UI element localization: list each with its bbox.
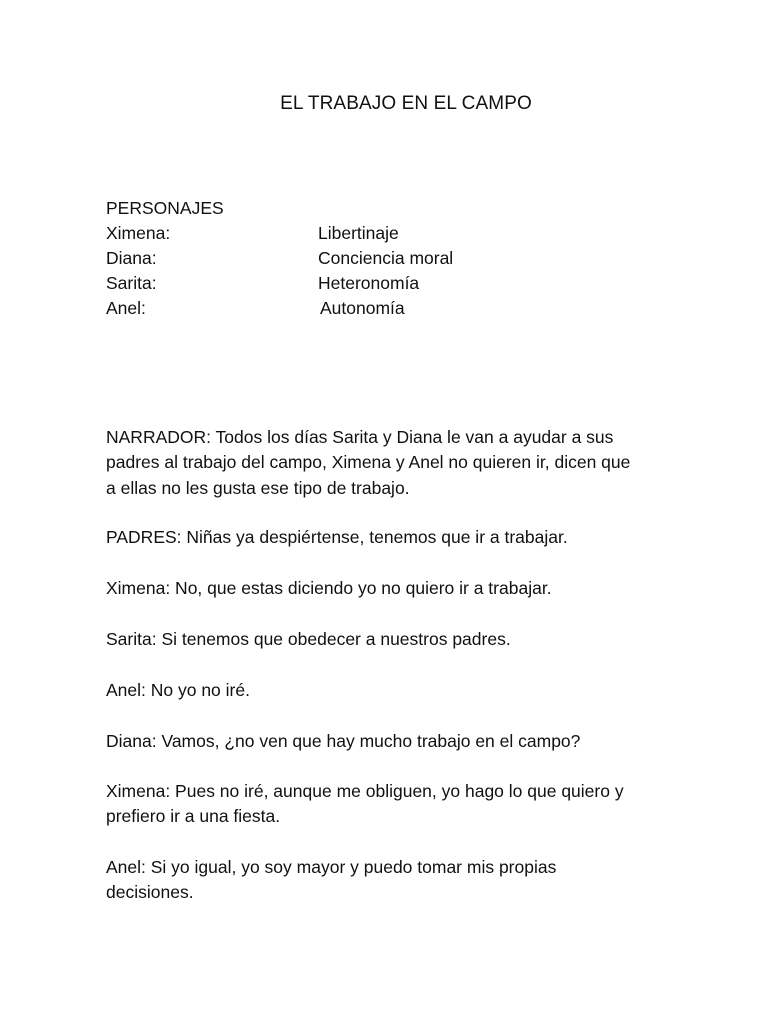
dialogue-paragraph <box>106 627 686 652</box>
dialogue-paragraph <box>106 576 686 601</box>
paragraph-line: Anel: No yo no iré. <box>106 680 250 700</box>
paragraph-line: Anel: Si yo igual, yo soy mayor y puedo tomar mis propias <box>106 857 557 877</box>
paragraph-line: NARRADOR: Todos los días Sarita y Diana le van a ayudar a sus <box>106 427 614 447</box>
cast-row <box>106 298 666 323</box>
cast-name: Diana: <box>106 248 157 268</box>
narrator-paragraph <box>106 425 686 501</box>
cast-role: Heteronomía <box>318 273 420 293</box>
cast-role: Conciencia moral <box>318 248 454 268</box>
paragraph-line: padres al trabajo del campo, Ximena y Anel no quieren ir, dicen que <box>106 452 631 473</box>
cast-name: Anel: <box>106 298 146 318</box>
cast-role: Libertinaje <box>318 223 399 243</box>
dialogue-paragraph <box>106 525 686 550</box>
cast-row <box>106 223 666 248</box>
cast-row <box>106 273 666 298</box>
cast-name: Sarita: <box>106 273 157 293</box>
paragraph-line: Diana: Vamos, ¿no ven que hay mucho trabajo en el campo? <box>106 731 581 751</box>
dialogue-paragraph <box>106 729 686 754</box>
paragraph-line: PADRES: Niñas ya despiértense, tenemos que ir a trabajar. <box>106 527 568 547</box>
paragraph-line: Sarita: Si tenemos que obedecer a nuestros padres. <box>106 629 511 649</box>
paragraph-line: decisiones. <box>106 882 194 903</box>
cast-row <box>106 248 666 273</box>
paragraph-line: Ximena: Pues no iré, aunque me obliguen, yo hago lo que quiero y <box>106 781 624 801</box>
dialogue-paragraph <box>106 678 686 703</box>
dialogue-paragraph <box>106 855 686 906</box>
cast-role: Autonomía <box>320 298 405 318</box>
document-title: EL TRABAJO EN EL CAMPO <box>280 93 532 114</box>
paragraph-line: Ximena: No, que estas diciendo yo no quiero ir a trabajar. <box>106 578 552 598</box>
cast-heading: PERSONAJES <box>106 198 224 218</box>
paragraph-line: prefiero ir a una fiesta. <box>106 806 281 827</box>
dialogue-paragraph <box>106 779 686 830</box>
cast-name: Ximena: <box>106 223 171 243</box>
paragraph-line: a ellas no les gusta ese tipo de trabajo. <box>106 477 410 498</box>
